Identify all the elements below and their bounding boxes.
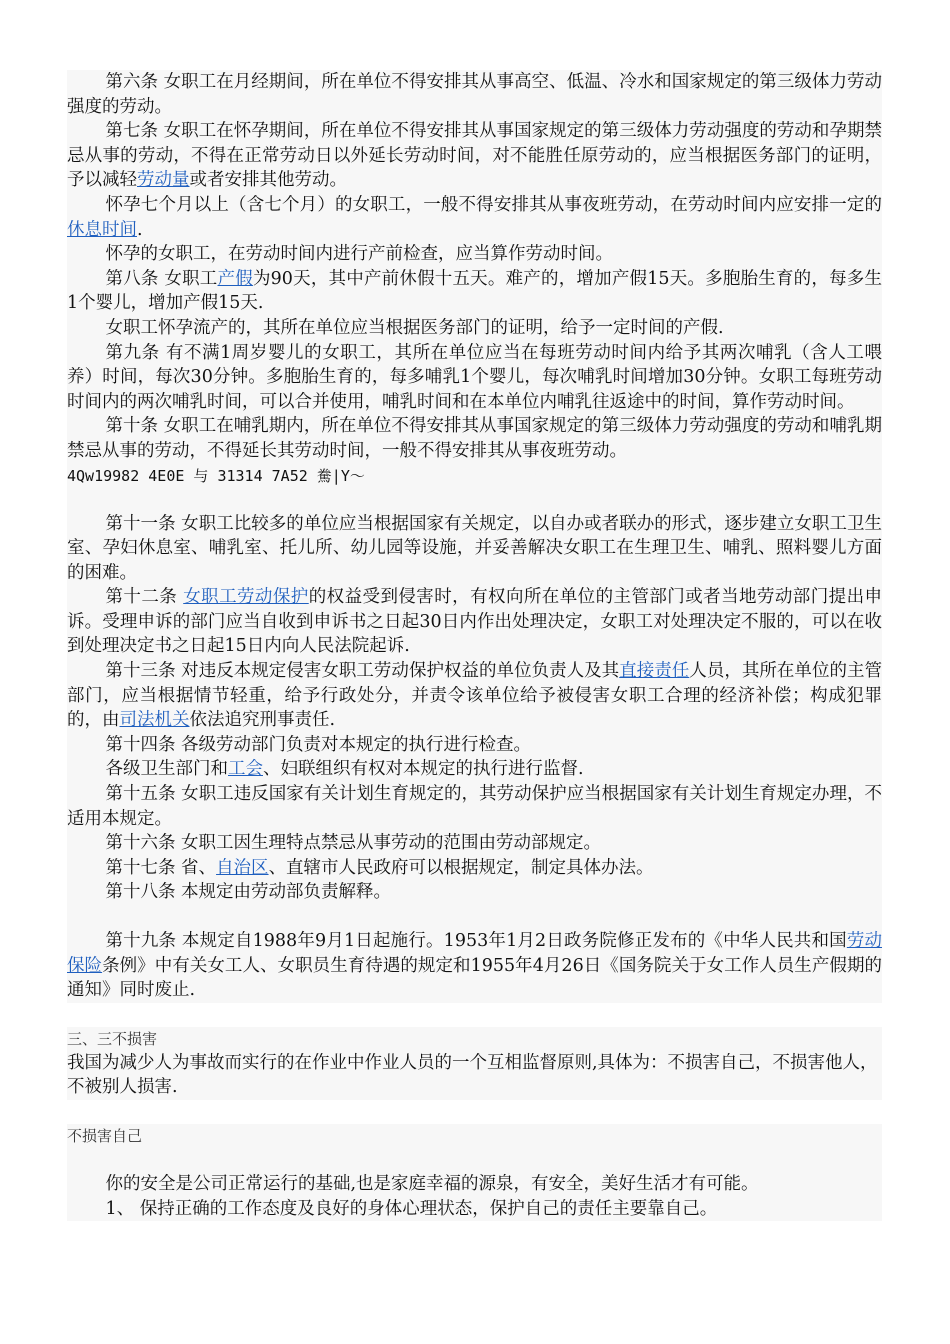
- term-link[interactable]: 直接责任: [619, 661, 690, 682]
- article-paragraph: [67, 733, 882, 758]
- spacer: [67, 1003, 882, 1027]
- paragraph-text: 、直辖市人民政府可以根据规定，制定具体办法。: [268, 857, 654, 878]
- article-paragraph: [67, 414, 882, 463]
- paragraph-text: 第十七条 省、: [105, 857, 217, 878]
- paragraph-text: .: [137, 219, 143, 240]
- term-link[interactable]: 工会: [228, 759, 263, 780]
- article-paragraph: [67, 856, 882, 881]
- paragraph-text: 依法追究刑事责任.: [189, 710, 336, 731]
- section-body: 我国为减少人为事故而实行的在作业中作业人员的一个互相监督原则,具体为：不损害自己，不损害他人，不被别人损害.: [67, 1051, 882, 1100]
- article-paragraph: [67, 70, 882, 119]
- article-block-1: [67, 70, 882, 464]
- paragraph-text: 第十三条 对违反本规定侵害女职工劳动保护权益的单位负责人及其: [105, 661, 620, 682]
- term-link[interactable]: 司法机关: [119, 710, 190, 731]
- article-paragraph: [67, 316, 882, 341]
- spacer: [67, 1100, 882, 1124]
- paragraph-text: 第十四条 各级劳动部门负责对本规定的执行进行检查。: [105, 734, 532, 755]
- spacer: [67, 1148, 882, 1172]
- paragraph-text: 怀孕七个月以上（含七个月）的女职工，一般不得安排其从事夜班劳动，在劳动时间内应安排一定的: [105, 194, 882, 215]
- encoded-text-line: 4Qw19982 4E0E 与 31314 7A52 駦|Y～: [67, 464, 882, 488]
- paragraph-text: 、妇联组织有权对本规定的执行进行监督.: [263, 759, 584, 780]
- sub-paragraph: 你的安全是公司正常运行的基础,也是家庭幸福的源泉，有安全，美好生活才有可能。: [67, 1172, 882, 1197]
- term-link[interactable]: 休息时间: [67, 219, 137, 240]
- paragraph-text: 第十六条 女职工因生理特点禁忌从事劳动的范围由劳动部规定。: [105, 833, 602, 854]
- paragraph-text: 女职工怀孕流产的，其所在单位应当根据医务部门的证明，给予一定时间的产假.: [105, 317, 724, 338]
- paragraph-text: 第八条 女职工: [105, 268, 218, 289]
- paragraph-text: 第十条 女职工在哺乳期内，所在单位不得安排其从事国家规定的第三级体力劳动强度的劳动和哺乳期禁忌从事的劳动，不得延长其劳动时间，一般不得安排其从事夜班劳动。: [67, 416, 882, 461]
- article-block-2: [67, 512, 882, 906]
- article-paragraph: [67, 193, 882, 242]
- paragraph-text: 第十二条: [105, 587, 184, 608]
- spacer: [67, 905, 882, 929]
- term-link[interactable]: 自治区: [216, 857, 269, 878]
- term-link[interactable]: 劳动保险: [67, 931, 883, 976]
- spacer: [67, 488, 882, 512]
- document-page: [67, 70, 882, 1221]
- article-paragraph: [67, 242, 882, 267]
- article-block-3: [67, 929, 882, 1003]
- term-link[interactable]: 产假: [217, 268, 253, 289]
- paragraph-text: 第九条 有不满1周岁婴儿的女职工，其所在单位应当在每班劳动时间内给予其两次哺乳（含人工喂养）时间，每次30分钟。多胞胎生育的，每多哺乳1个婴儿，每次哺乳时间增加30分钟。女职工每班劳动时间内的两次哺乳时间，可以合并使用，哺乳时间和在本单位内哺乳往返途中的时间，算作劳动时间。: [67, 342, 882, 412]
- term-link[interactable]: 劳动量: [137, 170, 190, 191]
- paragraph-text: 第十八条 本规定由劳动部负责解释。: [105, 882, 392, 903]
- article-paragraph: [67, 267, 882, 316]
- paragraph-text: 第十九条 本规定自1988年9月1日起施行。1953年1月2日政务院修正发布的《中华人民共和国: [105, 931, 847, 951]
- paragraph-text: 为90天，其中产前休假十五天。难产的，增加产假15天。多胞胎生育的，每多生1个婴儿，增加产假15天.: [67, 268, 883, 314]
- article-paragraph: [67, 880, 882, 905]
- section-heading: 三、三不损害: [67, 1027, 882, 1051]
- article-paragraph: [67, 585, 882, 659]
- sub-heading: 不损害自己: [67, 1124, 882, 1148]
- article-paragraph: [67, 659, 882, 733]
- paragraph-text: 第十五条 女职工违反国家有关计划生育规定的，其劳动保护应当根据国家有关计划生育规定办理，不适用本规定。: [67, 784, 882, 829]
- paragraph-text: 各级卫生部门和: [105, 759, 228, 780]
- paragraph-text: 的权益受到侵害时，有权向所在单位的主管部门或者当地劳动部门提出申诉。受理申诉的部门应当自收到申诉书之日起30日内作出处理决定，女职工对处理决定不服的，可以在收到处理决定书之日起15日内向人民法院起诉.: [67, 587, 883, 657]
- article-paragraph: [67, 341, 882, 415]
- paragraph-text: 人员，其所在单位的主管部门，应当根据情节轻重，给予行政处分，并责令该单位给予被侵害女职工合理的经济补偿；构成犯罪的，由: [67, 661, 883, 731]
- paragraph-text: 第六条 女职工在月经期间，所在单位不得安排其从事高空、低温、冷水和国家规定的第三级体力劳动强度的劳动。: [67, 72, 882, 117]
- article-paragraph: [67, 119, 882, 193]
- article-paragraph: [67, 757, 882, 782]
- paragraph-text: 或者安排其他劳动。: [189, 170, 347, 191]
- article-paragraph: [67, 782, 882, 831]
- article-paragraph: [67, 831, 882, 856]
- article-paragraph: [67, 512, 882, 586]
- paragraph-text: 第七条 女职工在怀孕期间，所在单位不得安排其从事国家规定的第三级体力劳动强度的劳动和孕期禁忌从事的劳动，不得在正常劳动日以外延长劳动时间，对不能胜任原劳动的，应当根据医务部门的证明，予以减轻: [67, 121, 882, 191]
- paragraph-text: 条例》中有关女工人、女职员生育待遇的规定和1955年4月26日《国务院关于女工作人员生产假期的通知》同时废止.: [67, 955, 882, 1001]
- article-paragraph: [67, 929, 882, 1003]
- sub-paragraph: 1、 保持正确的工作态度及良好的身体心理状态，保护自己的责任主要靠自己。: [67, 1197, 882, 1222]
- term-link[interactable]: 女职工劳动保护: [183, 587, 309, 608]
- paragraph-text: 第十一条 女职工比较多的单位应当根据国家有关规定，以自办或者联办的形式，逐步建立女职工卫生室、孕妇休息室、哺乳室、托儿所、幼儿园等设施，并妥善解决女职工在生理卫生、哺乳、照料婴儿方面的困难。: [67, 513, 882, 583]
- paragraph-text: 怀孕的女职工，在劳动时间内进行产前检查，应当算作劳动时间。: [105, 244, 613, 265]
